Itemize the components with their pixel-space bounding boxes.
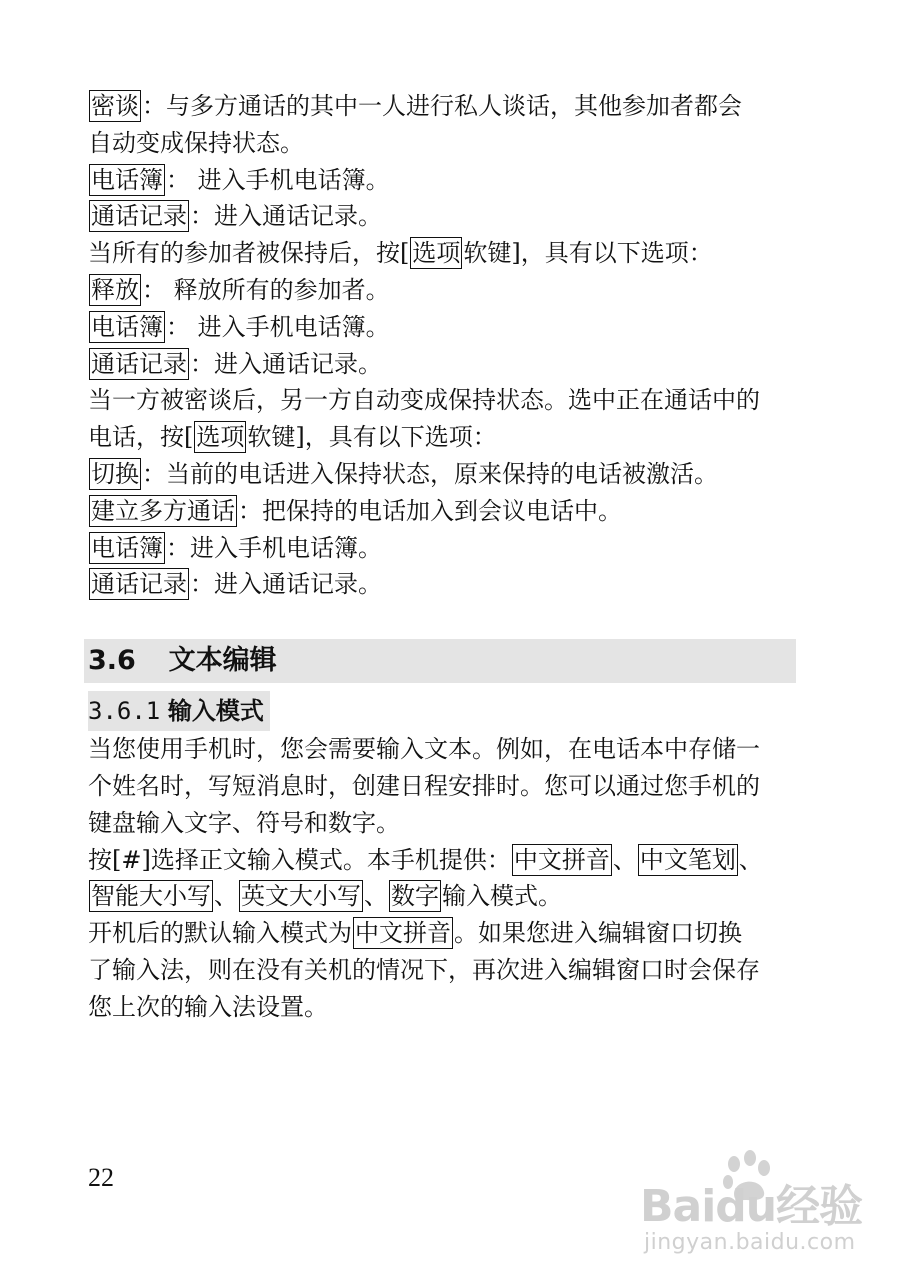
- text-line: [88, 235, 800, 272]
- key-label: 电话簿: [91, 533, 163, 562]
- text-line: [88, 878, 800, 915]
- text-line: [88, 346, 800, 383]
- key-label: 中文拼音: [513, 845, 610, 874]
- watermark-logo-text: Baidu经验: [640, 1181, 863, 1232]
- text-line: [88, 915, 800, 952]
- key-label: 释放: [91, 275, 139, 304]
- text-run: 当您使用手机时，您会需要输入文本。例如，在电话本中存储一: [88, 735, 760, 764]
- text-run: 您上次的输入法设置。: [88, 992, 328, 1021]
- text-line: [88, 731, 800, 768]
- text-line: [88, 272, 800, 309]
- text-line: [88, 125, 800, 162]
- text-run: 自动变成保持状态。: [88, 128, 304, 157]
- page-number: 22: [88, 1163, 114, 1192]
- text-line: [88, 456, 800, 493]
- baidu-watermark: [640, 1150, 870, 1260]
- text-line: [88, 566, 800, 603]
- text-run: 按[#]选择正文输入模式。本手机提供：: [88, 845, 511, 874]
- text-run: 当一方被密谈后，另一方自动变成保持状态。选中正在通话中的: [88, 386, 760, 415]
- text-run: 、: [364, 882, 388, 911]
- text-line: [88, 419, 800, 456]
- text-run: 开机后的默认输入模式为: [88, 919, 352, 948]
- text-run: 当所有的参加者被保持后，按[: [88, 239, 410, 268]
- key-label: 英文大小写: [241, 882, 361, 911]
- text-line: [88, 952, 800, 989]
- input-mode-text: [88, 731, 800, 1025]
- text-line: [88, 309, 800, 346]
- subsection-heading: [88, 691, 270, 731]
- text-run: ：把保持的电话加入到会议电话中。: [238, 496, 622, 525]
- text-line: [88, 842, 800, 879]
- page-content: [88, 88, 800, 1026]
- key-label: 密谈: [91, 92, 139, 120]
- text-line: [88, 162, 800, 199]
- text-run: 。如果您进入编辑窗口切换: [454, 919, 742, 948]
- key-label: 切换: [91, 459, 139, 488]
- text-run: ： 进入手机电话簿。: [166, 165, 390, 194]
- key-label: 选项: [412, 239, 461, 268]
- key-label: 通话记录: [91, 349, 187, 378]
- key-label: 电话簿: [91, 165, 163, 194]
- watermark-url: jingyan.baidu.com: [644, 1230, 856, 1255]
- key-label: 电话簿: [91, 312, 163, 341]
- section-heading: [84, 639, 796, 683]
- text-line: [88, 768, 800, 805]
- section-number: 3.6: [88, 645, 136, 677]
- text-run: 软键]，具有以下选项：: [463, 239, 713, 268]
- text-run: ：进入通话记录。: [190, 202, 382, 231]
- text-run: 了输入法，则在没有关机的情况下，再次进入编辑窗口时会保存: [88, 955, 760, 984]
- text-run: 、: [738, 845, 763, 874]
- text-run: 软键]，具有以下选项：: [247, 423, 497, 452]
- section-title: 文本编辑: [168, 645, 277, 677]
- key-label: 通话记录: [91, 202, 187, 231]
- text-run: ：进入通话记录。: [190, 570, 382, 599]
- key-label: 中文拼音: [355, 919, 451, 948]
- text-run: ： 进入手机电话簿。: [166, 312, 390, 341]
- key-label: 智能大小写: [91, 882, 211, 911]
- text-line: [88, 493, 800, 530]
- text-run: 个姓名时，写短消息时，创建日程安排时。您可以通过您手机的: [88, 771, 760, 800]
- text-run: ：进入通话记录。: [190, 349, 382, 378]
- text-run: 电话，按[: [88, 423, 194, 452]
- key-label: 数字: [391, 882, 439, 911]
- text-run: ： 释放所有的参加者。: [142, 275, 390, 304]
- text-run: 键盘输入文字、符号和数字。: [88, 808, 400, 837]
- text-line: [88, 382, 800, 419]
- key-label: 建立多方通话: [91, 496, 235, 525]
- text-line: [88, 989, 800, 1026]
- text-line: [88, 198, 800, 235]
- text-line: [88, 88, 800, 125]
- text-run: ：进入手机电话簿。: [166, 533, 382, 562]
- text-run: ：与多方通话的其中一人进行私人谈话，其他参加者都会: [142, 92, 742, 120]
- key-label: 中文笔划: [639, 845, 736, 874]
- key-label: 通话记录: [91, 570, 187, 599]
- text-run: 、: [612, 845, 637, 874]
- subsection-number: 3.6.1: [88, 697, 161, 726]
- subsection-title: 输入模式: [167, 697, 264, 726]
- call-options-text: [88, 88, 800, 603]
- key-label: 选项: [196, 423, 245, 452]
- text-run: 输入模式。: [442, 882, 562, 911]
- text-line: [88, 530, 800, 567]
- text-run: ：当前的电话进入保持状态，原来保持的电话被激活。: [142, 459, 718, 488]
- text-run: 、: [214, 882, 238, 911]
- text-line: [88, 805, 800, 842]
